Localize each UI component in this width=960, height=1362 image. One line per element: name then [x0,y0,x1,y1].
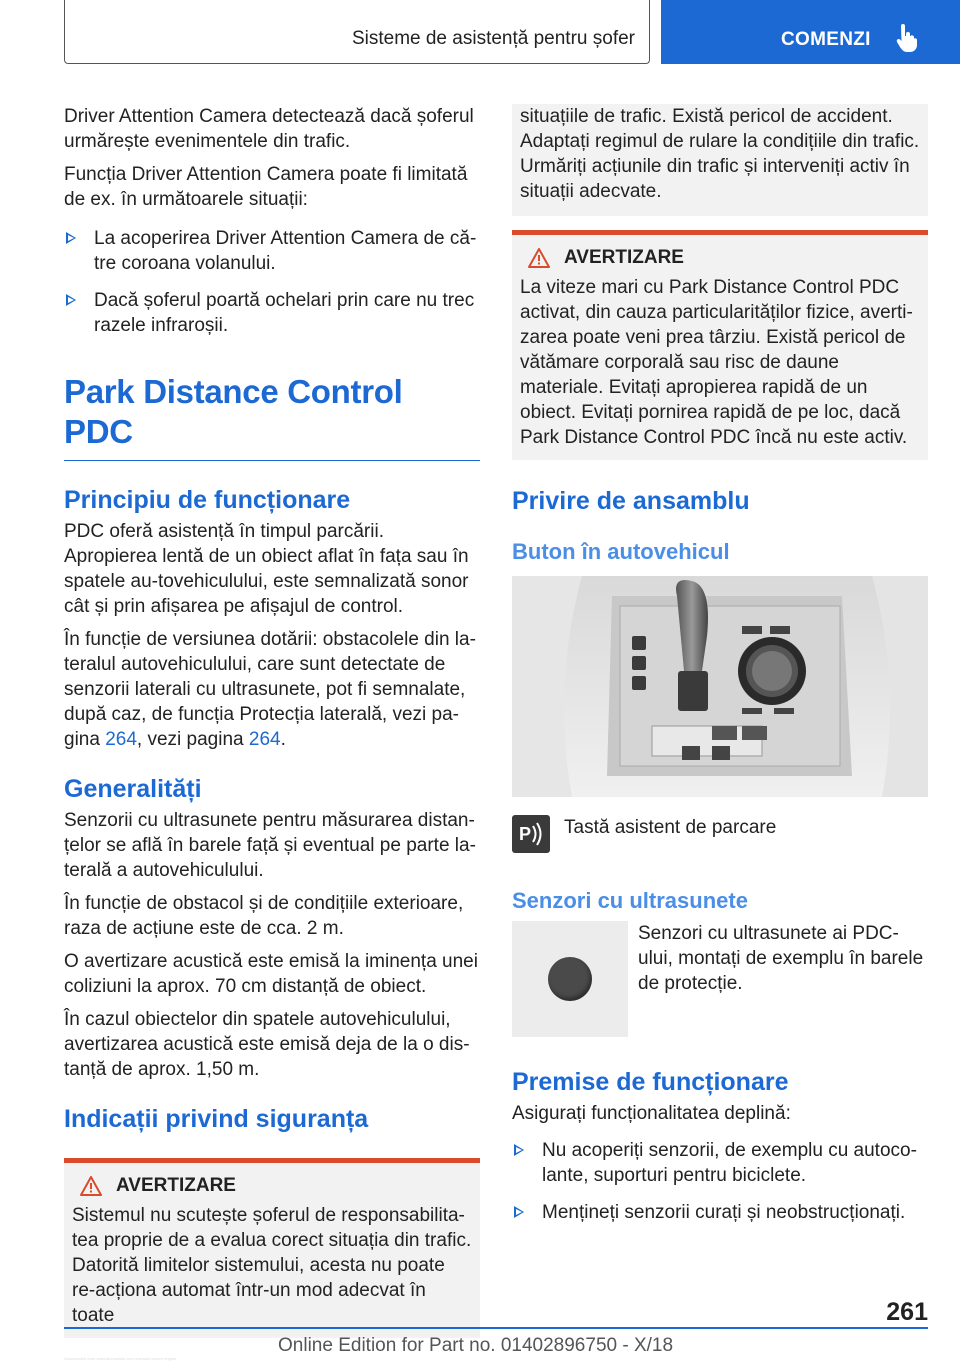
heading-buton: Buton în autovehicul [512,539,730,564]
page-link[interactable]: 264 [248,729,281,750]
list-item: Nu acoperiți senzorii, de exemplu cu autoco-lante, suporturi pentru biciclete. [512,1138,928,1188]
header-section-title: Sisteme de asistență pentru șofer [351,28,635,49]
warning-title: AVERTIZARE [116,1175,236,1196]
bullet-list [64,226,480,338]
warning-triangle-icon [528,248,550,268]
heading-indicatii: Indicații privind siguranța [64,1105,369,1133]
list-item: Mențineți senzorii curați și neobstrucționați. [512,1200,928,1225]
paragraph: Asigurați funcționalitatea deplină: [512,1103,791,1124]
page-link[interactable]: 264 [105,729,137,750]
warning-text: La viteze mari cu Park Distance Control PDC activat, din cauza particularităților fizice, averti-zarea poate veni prea târziu. Există pericol de vătămare corporală sau risc de daune materiale. Evitați apropierea rapidă de un obiect. Evitați pornirea rapidă de pe loc, dacă Park Distance Control PDC încă nu este activ. [520,277,913,448]
heading-privire: Privire de ansamblu [512,487,750,515]
triangle-bullet-icon [514,1144,524,1156]
list-item: Dacă șoferul poartă ochelari prin care nu trec razele infraroșii. [64,288,480,338]
paragraph: În funcție de obstacol și de condițiile exterioare, raza de acțiune este de cca. 2 m. [64,893,464,939]
paragraph: Driver Attention Camera detectează dacă șoferul urmărește evenimentele din trafic. [64,106,474,152]
paragraph: O avertizare acustică este emisă la iminența unei coliziuni la aprox. 70 cm distanță de obiect. [64,951,478,997]
warning-box [512,230,928,460]
warning-title: AVERTIZARE [564,247,684,268]
warning-triangle-icon [80,1176,102,1196]
footer-watermark: Downloaded from www.Manualslib.com manuals search engine [64,1356,177,1361]
section-title: Park Distance Control PDC [64,350,480,461]
warning-box [64,1158,480,1338]
pointing-hand-icon [895,24,917,52]
heading-senzori: Senzori cu ultrasunete [512,888,748,913]
footer-edition: Online Edition for Part no. 01402896750 - X/18 [278,1335,674,1356]
header-section-box [64,0,650,64]
paragraph: În funcție de versiunea dotării: obstacolele din la-teralul autovehiculului, care sunt detectate de senzorii laterali cu ultrasunete, pot fi semnalate, după caz, de funcția Protecția laterală, vezi pa-gina 264, vezi pagina 264. [64,629,476,750]
bullet-list [512,1138,928,1225]
heading-premise: Premise de funcționare [512,1068,789,1096]
icon-caption: Tastă asistent de parcare [564,817,777,838]
right-column [512,104,928,1237]
paragraph: Senzorii cu ultrasunete pentru măsurarea distan-țelor se află în barele față și eventual pe parte la-terală a autovehiculului. [64,810,476,881]
paragraph: În cazul obiectelor din spatele autovehiculului, avertizarea acustică este emisă deja de la o dis-tanță de aprox. 1,50 m. [64,1009,470,1080]
header-tab-label: COMENZI [781,29,871,50]
center-console-photo [512,576,928,797]
triangle-bullet-icon [66,294,76,306]
paragraph: Funcția Driver Attention Camera poate fi limitată de ex. în următoarele situații: [64,164,468,210]
heading-generalitati: Generalități [64,775,202,803]
header-tab-comenzi[interactable] [661,0,960,64]
paragraph: PDC oferă asistență în timpul parcării. Apropierea lentă de un obiect aflat în fața sau în spatele au-tovehiculului, este semnalizată sonor cât și prin afișarea pe afișajul de control. [64,521,469,617]
park-assist-key-icon [512,815,550,853]
list-item: La acoperirea Driver Attention Camera de că-tre coroana volanului. [64,226,480,276]
ultrasonic-sensor-image [512,921,628,1037]
paragraph: Senzori cu ultrasunete ai PDC-ului, montați de exemplu în barele de protecție. [638,923,924,994]
page-number: 261 [886,1298,928,1326]
triangle-bullet-icon [514,1206,524,1218]
warning-text: situațiile de trafic. Există pericol de accident. Adaptați regimul de rulare la condițiile din trafic. Urmăriți acțiunile din trafic și interveniți activ în situații adecvate. [520,106,920,202]
svg-text:P: P [519,824,532,844]
warning-text: Sistemul nu scutește șoferul de responsabilita-tea proprie de a evalua corect situația din trafic. Datorită limitelor sistemului, acesta nu poate re-acționa automat într-un mod adecvat în toate [72,1205,472,1326]
warning-box-continued [512,104,928,216]
footer-divider [64,1327,928,1329]
triangle-bullet-icon [66,232,76,244]
left-column [64,104,480,1338]
heading-principiu: Principiu de funcționare [64,486,351,514]
